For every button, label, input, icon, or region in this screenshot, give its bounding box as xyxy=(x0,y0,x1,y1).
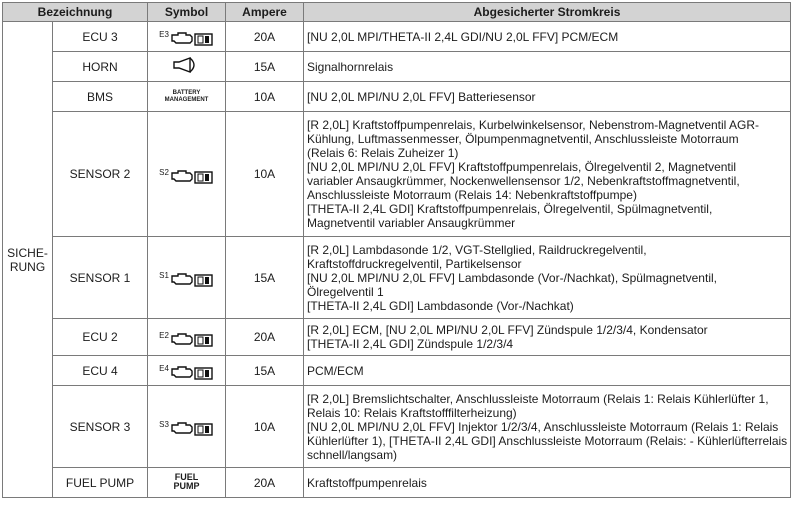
table-row xyxy=(3,52,791,82)
engine-check-icon xyxy=(159,31,214,47)
fuse-name: SENSOR 1 xyxy=(53,237,148,319)
ampere-value: 10A xyxy=(226,82,304,112)
fuse-name: SENSOR 3 xyxy=(53,386,148,468)
circuit-line: [NU 2,0L MPI/NU 2,0L FFV] Batteriesensor xyxy=(307,89,536,104)
engine-check-icon xyxy=(159,169,214,185)
symbol-sup: S3 xyxy=(159,420,169,429)
symbol-cell xyxy=(148,237,226,319)
ampere-value: 10A xyxy=(226,112,304,237)
header-row xyxy=(3,3,791,22)
symbol-sup: S1 xyxy=(159,271,169,280)
symbol-cell xyxy=(148,386,226,468)
ampere-value: 15A xyxy=(226,237,304,319)
engine-check-icon xyxy=(159,421,214,437)
table-row xyxy=(3,82,791,112)
circuit-line: Magnetventil variabler Ansaugkrümmer xyxy=(307,216,516,230)
circuit-line: [THETA-II 2,4L GDI] Lambdasonde (Vor-/Nachkat) xyxy=(307,298,574,313)
fuse-name: BMS xyxy=(53,82,148,112)
circuit-line: (Relais 6: Relais Zuheizer 1) xyxy=(307,146,459,160)
header-ampere: Ampere xyxy=(226,3,304,22)
ampere-value: 10A xyxy=(226,386,304,468)
ampere-value: 20A xyxy=(226,319,304,356)
circuit-cell xyxy=(304,319,791,356)
circuit-line: PCM/ECM xyxy=(307,363,364,378)
circuit-line: Kühlerlüfter 1), [THETA-II 2,4L GDI] Anschlussleiste Motorraum (Relais: - Kühlerlüfterrelais xyxy=(307,433,788,448)
table-row xyxy=(3,356,791,386)
circuit-line: [THETA-II 2,4L GDI] Kraftstoffpumpenrelais, Ölregelventil, Spülmagnetventil, xyxy=(307,202,713,216)
table-row xyxy=(3,386,791,468)
symbol-cell xyxy=(148,468,226,498)
symbol-text-line: PUMP xyxy=(173,481,200,491)
group-label-line: SICHE- xyxy=(7,245,48,260)
group-label xyxy=(3,22,53,498)
table-row xyxy=(3,468,791,498)
fuse-name: FUEL PUMP xyxy=(53,468,148,498)
circuit-cell xyxy=(304,237,791,319)
fuse-table xyxy=(2,2,791,498)
battery-management-symbol xyxy=(165,90,209,104)
circuit-cell xyxy=(304,468,791,498)
circuit-line: [NU 2,0L MPI/NU 2,0L FFV] Injektor 1/2/3/4, Anschlussleiste Motorraum (Relais 1: Relais xyxy=(307,419,779,434)
circuit-line: [R 2,0L] ECM, [NU 2,0L MPI/NU 2,0L FFV] Zündspule 1/2/3/4, Kondensator xyxy=(307,323,708,337)
circuit-line: [NU 2,0L MPI/NU 2,0L FFV] Kraftstoffpumpenrelais, Ölregelventil 2, Magnetventil xyxy=(307,160,737,174)
symbol-cell xyxy=(148,319,226,356)
ampere-value: 15A xyxy=(226,52,304,82)
circuit-cell xyxy=(304,52,791,82)
fuse-name: HORN xyxy=(53,52,148,82)
symbol-cell xyxy=(148,356,226,386)
symbol-sup: E3 xyxy=(159,30,169,39)
symbol-cell xyxy=(148,22,226,52)
circuit-line: Kühlung, Luftmassenmesser, Ölpumpenmagnetventil, Anschlussleiste Motorraum xyxy=(307,132,739,146)
circuit-line: [R 2,0L] Bremslichtschalter, Anschlussleiste Motorraum (Relais 1: Relais Kühlerlüfter 1, xyxy=(307,391,769,406)
symbol-sup: S2 xyxy=(159,167,169,177)
engine-check-icon xyxy=(159,365,214,381)
circuit-line: variabler Ansaugkrümmer, Nockenwellensensor 1/2, Nebenkraftstoffmagnetventil, xyxy=(307,174,740,188)
fuse-name: ECU 4 xyxy=(53,356,148,386)
ampere-value: 15A xyxy=(226,356,304,386)
fuse-name: SENSOR 2 xyxy=(53,112,148,237)
circuit-cell xyxy=(304,356,791,386)
circuit-cell xyxy=(304,82,791,112)
circuit-line: [THETA-II 2,4L GDI] Zündspule 1/2/3/4 xyxy=(307,337,514,351)
circuit-cell xyxy=(304,112,791,237)
engine-check-icon xyxy=(159,272,214,288)
circuit-line: Relais 10: Relais Kraftstofffilterheizung) xyxy=(307,405,517,420)
ampere-value: 20A xyxy=(226,468,304,498)
table-row xyxy=(3,112,791,237)
group-label-line: RUNG xyxy=(9,259,46,274)
circuit-line: Signalhornrelais xyxy=(307,59,394,74)
fuel-pump-symbol xyxy=(174,473,200,491)
symbol-cell xyxy=(148,52,226,82)
engine-check-icon xyxy=(159,332,214,348)
ampere-value: 20A xyxy=(226,22,304,52)
symbol-sup: E2 xyxy=(159,330,169,340)
circuit-line: Anschlussleiste Motorraum (Relais 14: Nebenkraftstoffpumpe) xyxy=(307,188,637,202)
header-symbol: Symbol xyxy=(148,3,226,22)
circuit-cell xyxy=(304,386,791,468)
circuit-line: Kraftstoffpumpenrelais xyxy=(307,475,427,490)
circuit-line: [NU 2,0L MPI/NU 2,0L FFV] Lambdasonde (Vor-/Nachkat), Spülmagnetventil, xyxy=(307,270,717,285)
symbol-cell xyxy=(148,82,226,112)
symbol-sup: E4 xyxy=(159,364,169,373)
circuit-line: Kraftstoffdruckregelventil, Partikelsensor xyxy=(307,256,522,271)
table-row xyxy=(3,22,791,52)
circuit-line: [NU 2,0L MPI/THETA-II 2,4L GDI/NU 2,0L FFV] PCM/ECM xyxy=(307,29,619,44)
circuit-line: schnell/langsam) xyxy=(307,447,398,462)
fuse-name: ECU 2 xyxy=(53,319,148,356)
symbol-cell xyxy=(148,112,226,237)
table-row xyxy=(3,319,791,356)
horn-icon xyxy=(172,57,202,73)
header-circuit: Abgesicherter Stromkreis xyxy=(304,3,791,22)
circuit-line: [R 2,0L] Kraftstoffpumpenrelais, Kurbelwinkelsensor, Nebenstrom-Magnetventil AGR- xyxy=(307,118,760,132)
table-row xyxy=(3,237,791,319)
symbol-text-line: FUEL xyxy=(174,472,199,482)
symbol-text-line: MANAGEMENT xyxy=(164,96,209,103)
header-name: Bezeichnung xyxy=(3,3,148,22)
symbol-text-line: BATTERY xyxy=(172,89,201,96)
circuit-line: Ölregelventil 1 xyxy=(307,284,384,299)
circuit-line: [R 2,0L] Lambdasonde 1/2, VGT-Stellglied, Raildruckregelventil, xyxy=(307,242,647,257)
fuse-name: ECU 3 xyxy=(53,22,148,52)
circuit-cell xyxy=(304,22,791,52)
